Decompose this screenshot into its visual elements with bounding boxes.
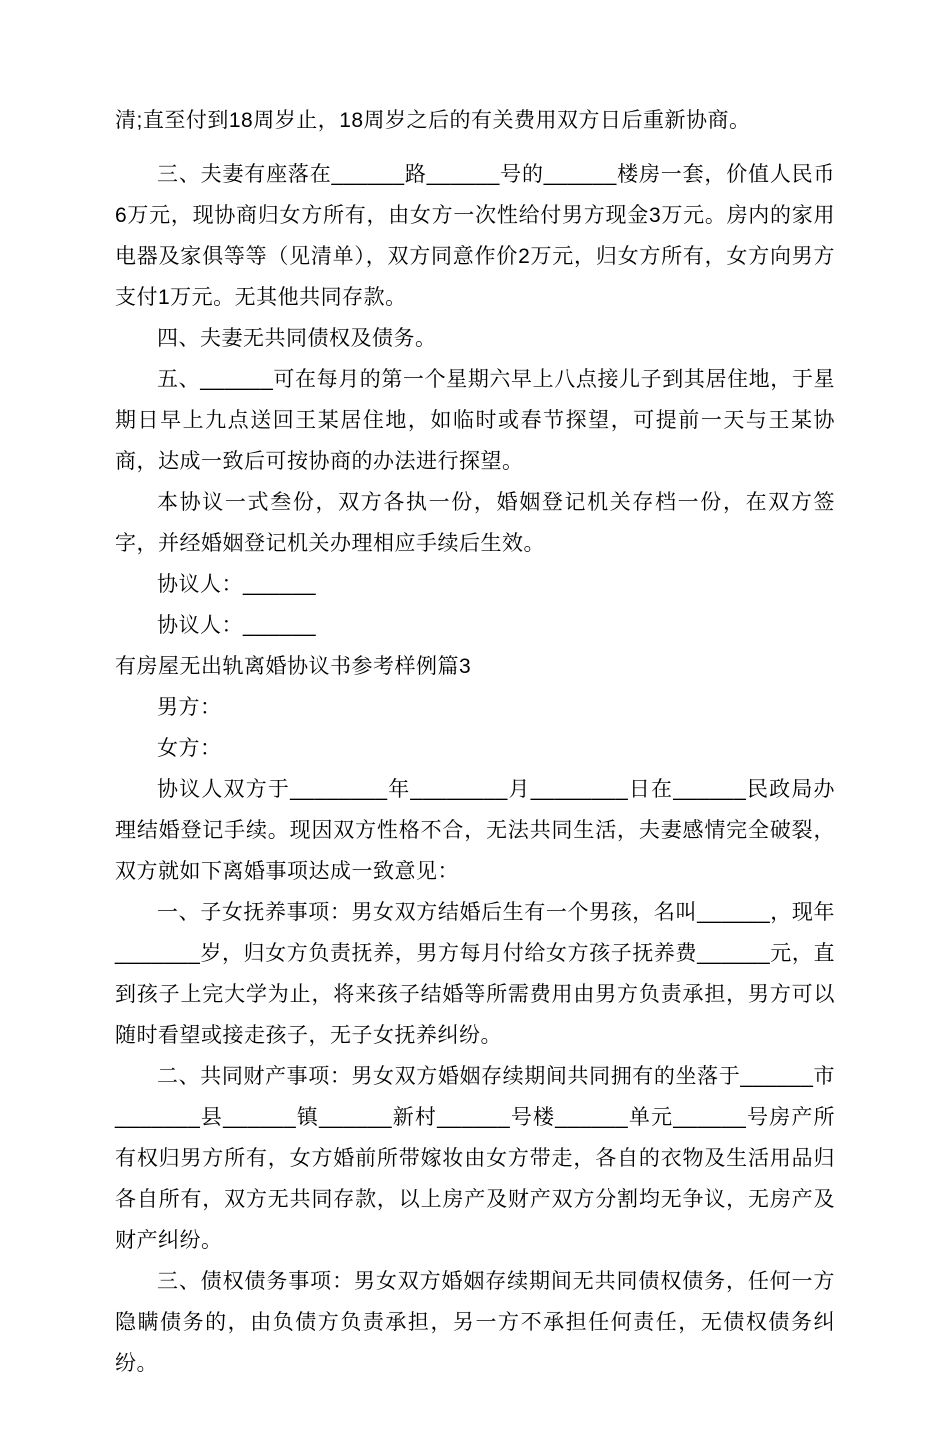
clause-four-debt-paragraph: 四、夫妻无共同债权及债务。	[157, 327, 437, 350]
clause-two-property-paragraph: 二、共同财产事项：男女双方婚姻存续期间共同拥有的坐落于______市_______县______镇______新村______号楼______单元______号房产所有权归男方所有，女方婚前所带嫁妆由女方带走，各自的衣物及生活用品归各自所有，双方无共同存款，以上房产及财产双方分割均无争议，无房产及财产纠纷。	[115, 1065, 835, 1252]
clause-one-child-custody-paragraph: 一、子女抚养事项：男女双方结婚后生有一个男孩，名叫______，现年_______岁，归女方负责抚养，男方每月付给女方孩子抚养费______元，直到孩子上完大学为止，将来孩子结婚等所需费用由男方负责承担，男方可以随时看望或接走孩子，无子女抚养纠纷。	[115, 901, 835, 1047]
section-title-sample-3: 有房屋无出轨离婚协议书参考样例篇3	[115, 655, 472, 678]
signer-line-1: 协议人：______	[157, 573, 317, 596]
signer-line-2: 协议人：______	[157, 614, 317, 637]
clause-five-visitation-paragraph: 五、______可在每月的第一个星期六早上八点接儿子到其居住地，于星期日早上九点送回王某居住地，如临时或春节探望，可提前一天与王某协商，达成一致后可按协商的办法进行探望。	[115, 368, 835, 473]
party-male-label: 男方：	[157, 696, 222, 719]
clause-three-debts-paragraph: 三、债权债务事项：男女双方婚姻存续期间无共同债权债务，任何一方隐瞒债务的，由负债方负责承担，另一方不承担任何责任，无债权债务纠纷。	[115, 1270, 835, 1375]
agreement-copies-paragraph: 本协议一式叁份，双方各执一份，婚姻登记机关存档一份，在双方签字，并经婚姻登记机关办理相应手续后生效。	[115, 491, 835, 555]
paragraph-child-support-continuation: 清;直至付到18周岁止，18周岁之后的有关费用双方日后重新协商。	[115, 109, 751, 132]
marriage-registration-paragraph: 协议人双方于________年________月________日在______民政局办理结婚登记手续。现因双方性格不合，无法共同生活，夫妻感情完全破裂，双方就如下离婚事项达成一致意见：	[115, 778, 835, 883]
clause-three-house-paragraph: 三、夫妻有座落在______路______号的______楼房一套，价值人民币6万元，现协商归女方所有，由女方一次性给付男方现金3万元。房内的家用电器及家俱等等（见清单），双方同意作价2万元，归女方所有，女方向男方支付1万元。无其他共同存款。	[115, 163, 835, 309]
party-female-label: 女方：	[157, 737, 222, 760]
